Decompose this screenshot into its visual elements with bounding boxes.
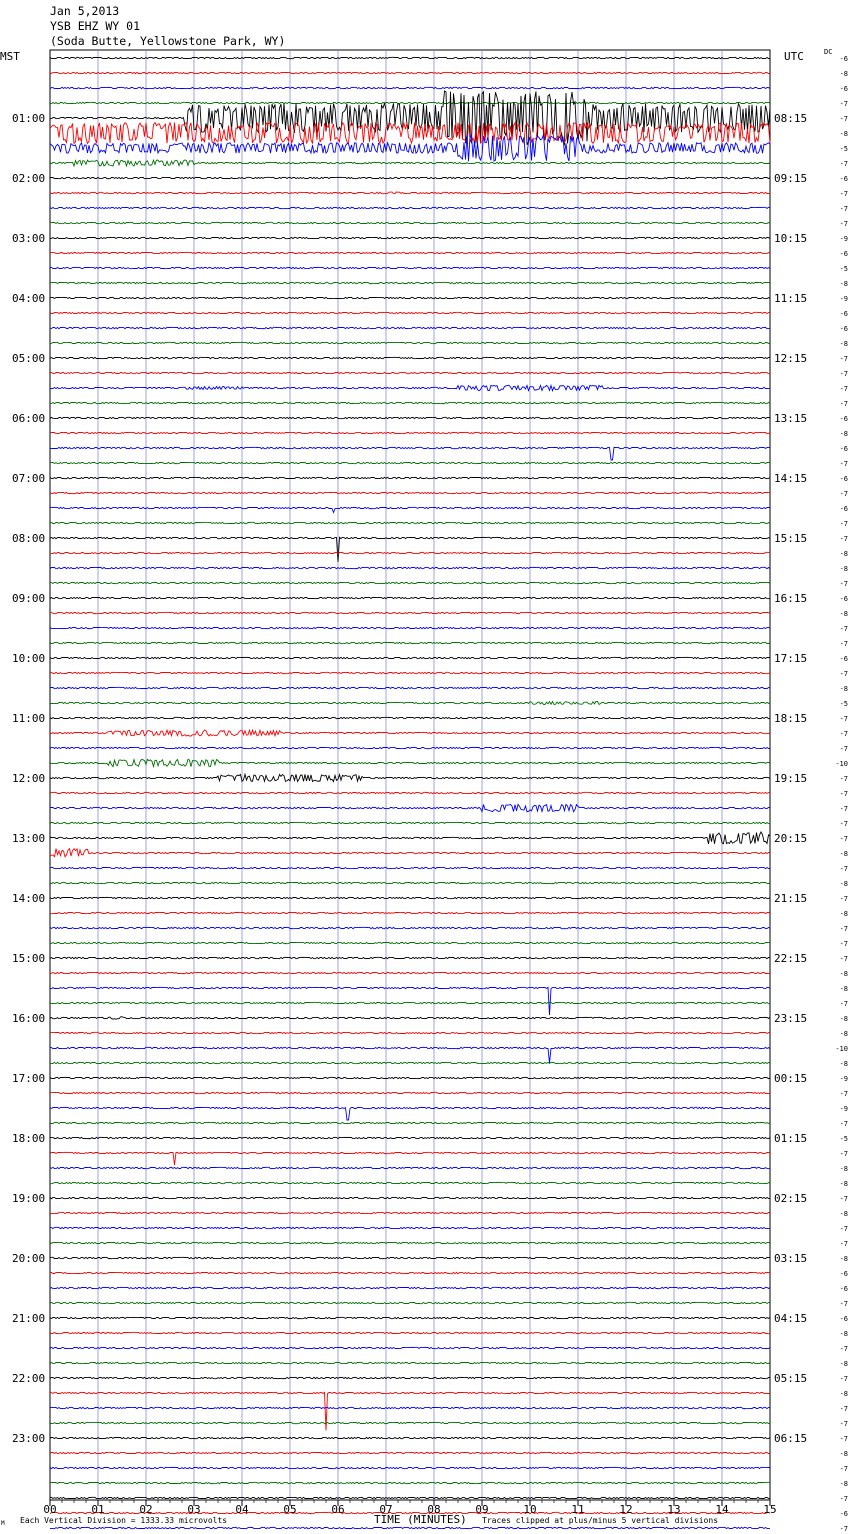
dc-offset-value: -7 xyxy=(839,490,848,498)
right-hour-label: 11:15 xyxy=(774,292,808,305)
dc-offset-value: -9 xyxy=(839,235,848,243)
trace-row xyxy=(50,759,770,766)
dc-offset-value: -5 xyxy=(839,1135,848,1143)
dc-offset-value: -8 xyxy=(839,685,848,693)
dc-offset-value: -8 xyxy=(839,550,848,558)
dc-offset-value: -6 xyxy=(839,55,848,63)
right-hour-label: 12:15 xyxy=(774,352,808,365)
trace-row xyxy=(50,402,770,403)
dc-offset-value: -7 xyxy=(839,820,848,828)
dc-offset-value: -8 xyxy=(839,1330,848,1338)
left-hour-label: 21:00 xyxy=(12,1312,46,1325)
dc-offset-value: -7 xyxy=(839,775,848,783)
trace-row xyxy=(50,642,770,643)
trace-row xyxy=(50,792,770,793)
dc-offset-value: -8 xyxy=(839,985,848,993)
dc-offset-value: -7 xyxy=(839,640,848,648)
left-hour-label: 08:00 xyxy=(12,532,46,545)
trace-row xyxy=(50,537,770,562)
dc-offset-value: -7 xyxy=(839,535,848,543)
dc-offset-value: -7 xyxy=(839,865,848,873)
right-hour-label: 22:15 xyxy=(774,952,808,965)
left-hour-label: 23:00 xyxy=(12,1432,46,1445)
trace-row xyxy=(50,1047,770,1063)
dc-offset-value: -8 xyxy=(839,430,848,438)
trace-row xyxy=(50,552,770,553)
left-hour-label: 17:00 xyxy=(12,1072,46,1085)
trace-row xyxy=(50,1287,770,1288)
dc-offset-value: -7 xyxy=(839,100,848,108)
footer-clip-note: Traces clipped at plus/minus 5 vertical divisions xyxy=(482,1516,719,1525)
x-tick-label: 03 xyxy=(187,1503,201,1516)
dc-offset-value: -5 xyxy=(839,145,848,153)
trace-row xyxy=(50,687,770,688)
right-hour-label: 04:15 xyxy=(774,1312,808,1325)
station-location: (Soda Butte, Yellowstone Park, WY) xyxy=(50,34,286,48)
left-hour-label: 14:00 xyxy=(12,892,46,905)
dc-offset-value: -6 xyxy=(839,325,848,333)
trace-row xyxy=(50,1212,770,1213)
dc-offset-value: -7 xyxy=(839,160,848,168)
trace-row xyxy=(50,1272,770,1273)
right-hour-label: 14:15 xyxy=(774,472,808,485)
trace-row xyxy=(50,417,770,418)
trace-row xyxy=(50,1392,770,1430)
dc-offset-value: -7 xyxy=(839,220,848,228)
trace-row xyxy=(50,492,770,493)
trace-row xyxy=(50,717,770,718)
dc-offset-value: -7 xyxy=(839,355,848,363)
dc-offset-value: -6 xyxy=(839,415,848,423)
dc-offset-value: -8 xyxy=(839,1360,848,1368)
trace-row xyxy=(50,385,770,390)
trace-row xyxy=(50,822,770,823)
dc-offset-value: -8 xyxy=(839,850,848,858)
trace-row xyxy=(50,1152,770,1165)
left-hour-label: 05:00 xyxy=(12,352,46,365)
dc-offset-value: -7 xyxy=(839,745,848,753)
dc-offset-value: -6 xyxy=(839,655,848,663)
dc-offset-label: DC xyxy=(824,48,833,56)
trace-row xyxy=(50,672,770,673)
trace-row xyxy=(50,612,770,613)
trace-row xyxy=(50,372,770,373)
trace-row xyxy=(50,1437,770,1438)
trace-row xyxy=(50,160,770,166)
left-hour-label: 20:00 xyxy=(12,1252,46,1265)
dc-offset-value: -7 xyxy=(839,955,848,963)
left-hour-label: 03:00 xyxy=(12,232,46,245)
record-date: Jan 5,2013 xyxy=(50,4,120,18)
dc-offset-value: -5 xyxy=(839,700,848,708)
right-hour-label: 10:15 xyxy=(774,232,808,245)
dc-offset-value: -8 xyxy=(839,880,848,888)
trace-row xyxy=(50,912,770,913)
trace-row xyxy=(50,1467,770,1468)
dc-offset-value: -7 xyxy=(839,1150,848,1158)
trace-row xyxy=(50,1422,770,1423)
left-hour-label: 06:00 xyxy=(12,412,46,425)
trace-row xyxy=(50,57,770,58)
dc-offset-value: -9 xyxy=(839,1105,848,1113)
trace-row xyxy=(50,1407,770,1408)
right-timezone-label: UTC xyxy=(784,50,804,63)
x-tick-label: 04 xyxy=(235,1503,249,1516)
right-hour-label: 18:15 xyxy=(774,712,808,725)
dc-offset-value: -7 xyxy=(839,925,848,933)
trace-row xyxy=(50,987,770,1015)
x-tick-label: 00 xyxy=(43,1503,57,1516)
right-hour-label: 01:15 xyxy=(774,1132,808,1145)
station-code: YSB EHZ WY 01 xyxy=(50,19,141,33)
dc-offset-value: -9 xyxy=(839,1075,848,1083)
trace-row xyxy=(50,1077,770,1078)
dc-offset-value: -8 xyxy=(839,1390,848,1398)
x-tick-label: 01 xyxy=(91,1503,105,1516)
trace-row xyxy=(50,927,770,928)
dc-offset-value: -8 xyxy=(839,130,848,138)
dc-offset-value: -6 xyxy=(839,1285,848,1293)
trace-row xyxy=(50,942,770,943)
trace-row xyxy=(50,102,770,103)
trace-row xyxy=(50,1362,770,1363)
trace-row xyxy=(50,1317,770,1318)
dc-offset-value: -8 xyxy=(839,70,848,78)
trace-row xyxy=(50,87,770,88)
dc-offset-value: -6 xyxy=(839,175,848,183)
trace-row xyxy=(50,897,770,898)
left-hour-label: 04:00 xyxy=(12,292,46,305)
dc-offset-value: -8 xyxy=(839,910,848,918)
trace-row xyxy=(50,327,770,328)
dc-offset-value: -8 xyxy=(839,1030,848,1038)
dc-offset-value: -8 xyxy=(839,610,848,618)
trace-row xyxy=(50,207,770,208)
dc-offset-value: -7 xyxy=(839,1375,848,1383)
x-tick-label: 10 xyxy=(523,1503,537,1516)
trace-row xyxy=(50,1197,770,1198)
trace-row xyxy=(50,1167,770,1168)
dc-offset-value: -7 xyxy=(839,625,848,633)
dc-offset-value: -8 xyxy=(839,1255,848,1263)
trace-row xyxy=(50,804,770,811)
dc-offset-value: -6 xyxy=(839,445,848,453)
right-hour-label: 00:15 xyxy=(774,1072,808,1085)
trace-row xyxy=(50,1137,770,1138)
trace-row xyxy=(50,832,770,844)
dc-offset-value: -8 xyxy=(839,1060,848,1068)
dc-offset-value: -7 xyxy=(839,715,848,723)
trace-row xyxy=(50,267,770,268)
left-hour-label: 10:00 xyxy=(12,652,46,665)
trace-row xyxy=(50,1527,770,1528)
left-hour-label: 01:00 xyxy=(12,112,46,125)
left-hour-label: 07:00 xyxy=(12,472,46,485)
dc-offset-value: -6 xyxy=(839,1315,848,1323)
dc-offset-value: -8 xyxy=(839,1165,848,1173)
dc-offset-value: -7 xyxy=(839,730,848,738)
trace-row xyxy=(50,342,770,343)
x-axis-title: TIME (MINUTES) xyxy=(374,1513,467,1526)
dc-offset-value: -7 xyxy=(839,400,848,408)
dc-offset-value: -7 xyxy=(839,190,848,198)
left-hour-label: 13:00 xyxy=(12,832,46,845)
trace-row xyxy=(50,1242,770,1243)
trace-row xyxy=(50,237,770,238)
dc-offset-value: -6 xyxy=(839,475,848,483)
trace-row xyxy=(50,1482,770,1483)
trace-row xyxy=(50,477,770,478)
dc-offset-value: -7 xyxy=(839,1420,848,1428)
trace-row xyxy=(50,849,770,857)
trace-row xyxy=(50,972,770,973)
x-tick-label: 13 xyxy=(667,1503,681,1516)
dc-offset-value: -5 xyxy=(839,265,848,273)
dc-offset-value: -7 xyxy=(839,1300,848,1308)
trace-row xyxy=(50,177,770,178)
trace-row xyxy=(50,72,770,73)
dc-offset-value: -8 xyxy=(839,280,848,288)
x-tick-label: 07 xyxy=(379,1503,393,1516)
dc-offset-value: -7 xyxy=(839,1405,848,1413)
trace-row xyxy=(50,447,770,460)
trace-row xyxy=(50,730,770,736)
dc-offset-value: -7 xyxy=(839,1240,848,1248)
right-hour-label: 15:15 xyxy=(774,532,808,545)
dc-offset-value: -7 xyxy=(839,1225,848,1233)
trace-row xyxy=(50,1032,770,1033)
trace-row xyxy=(50,522,770,523)
dc-offset-value: -7 xyxy=(839,370,848,378)
left-hour-label: 15:00 xyxy=(12,952,46,965)
trace-row xyxy=(50,567,770,568)
dc-offset-value: -7 xyxy=(839,1195,848,1203)
right-hour-label: 17:15 xyxy=(774,652,808,665)
dc-offset-value: -7 xyxy=(839,1345,848,1353)
right-hour-label: 21:15 xyxy=(774,892,808,905)
trace-row xyxy=(50,1062,770,1063)
dc-offset-value: -7 xyxy=(839,1435,848,1443)
right-hour-label: 23:15 xyxy=(774,1012,808,1025)
dc-offset-value: -7 xyxy=(839,1525,848,1533)
trace-row xyxy=(50,282,770,283)
dc-offset-value: -8 xyxy=(839,1480,848,1488)
right-hour-label: 09:15 xyxy=(774,172,808,185)
x-tick-label: 05 xyxy=(283,1503,297,1516)
dc-offset-value: -7 xyxy=(839,1090,848,1098)
trace-row xyxy=(50,1107,770,1120)
dc-offset-value: -10 xyxy=(835,760,848,768)
trace-row xyxy=(50,192,770,194)
trace-row xyxy=(50,957,770,958)
right-hour-label: 19:15 xyxy=(774,772,808,785)
dc-offset-value: -8 xyxy=(839,1450,848,1458)
left-timezone-label: MST xyxy=(0,50,20,63)
dc-offset-value: -8 xyxy=(839,1015,848,1023)
right-hour-label: 06:15 xyxy=(774,1432,808,1445)
left-hour-label: 02:00 xyxy=(12,172,46,185)
dc-offset-value: -7 xyxy=(839,805,848,813)
trace-row xyxy=(50,774,770,781)
x-tick-label: 09 xyxy=(475,1503,489,1516)
x-tick-label: 15 xyxy=(763,1503,777,1516)
dc-offset-value: -6 xyxy=(839,1510,848,1518)
dc-offset-value: -7 xyxy=(839,670,848,678)
trace-row xyxy=(50,252,770,253)
left-hour-label: 12:00 xyxy=(12,772,46,785)
x-tick-label: 12 xyxy=(619,1503,633,1516)
trace-row xyxy=(50,297,770,298)
dc-offset-value: -7 xyxy=(839,895,848,903)
left-hour-label: 16:00 xyxy=(12,1012,46,1025)
dc-offset-value: -8 xyxy=(839,1180,848,1188)
right-hour-label: 13:15 xyxy=(774,412,808,425)
x-tick-label: 06 xyxy=(331,1503,345,1516)
x-tick-label: 11 xyxy=(571,1503,585,1516)
trace-row xyxy=(50,1332,770,1333)
trace-row xyxy=(50,1002,770,1003)
left-hour-label: 19:00 xyxy=(12,1192,46,1205)
trace-row xyxy=(50,123,770,144)
trace-row xyxy=(50,1182,770,1183)
trace-row xyxy=(50,657,770,658)
right-hour-label: 05:15 xyxy=(774,1372,808,1385)
left-hour-label: 11:00 xyxy=(12,712,46,725)
dc-offset-value: -8 xyxy=(839,970,848,978)
trace-row xyxy=(50,1497,770,1498)
dc-offset-value: -7 xyxy=(839,115,848,123)
dc-offset-value: -6 xyxy=(839,250,848,258)
right-hour-label: 02:15 xyxy=(774,1192,808,1205)
dc-offset-value: -7 xyxy=(839,1465,848,1473)
dc-offset-value: -8 xyxy=(839,1210,848,1218)
dc-offset-value: -7 xyxy=(839,580,848,588)
dc-offset-value: -7 xyxy=(839,1120,848,1128)
trace-row xyxy=(50,507,770,512)
trace-row xyxy=(50,582,770,583)
trace-row xyxy=(50,1347,770,1348)
dc-offset-value: -8 xyxy=(839,565,848,573)
dc-offset-value: -9 xyxy=(839,295,848,303)
dc-offset-value: -7 xyxy=(839,790,848,798)
right-hour-label: 03:15 xyxy=(774,1252,808,1265)
dc-offset-value: -6 xyxy=(839,310,848,318)
left-hour-label: 18:00 xyxy=(12,1132,46,1145)
dc-offset-value: -7 xyxy=(839,385,848,393)
trace-row xyxy=(50,432,770,433)
left-hour-label: 22:00 xyxy=(12,1372,46,1385)
trace-row xyxy=(50,91,770,145)
right-hour-label: 16:15 xyxy=(774,592,808,605)
trace-row xyxy=(50,1452,770,1453)
dc-offset-value: -7 xyxy=(839,1495,848,1503)
dc-offset-value: -6 xyxy=(839,595,848,603)
dc-offset-value: -7 xyxy=(839,1000,848,1008)
dc-offset-value: -6 xyxy=(839,85,848,93)
left-hour-label: 09:00 xyxy=(12,592,46,605)
trace-row xyxy=(50,627,770,628)
trace-row xyxy=(50,1257,770,1258)
dc-offset-value: -6 xyxy=(839,505,848,513)
trace-row xyxy=(50,1377,770,1378)
trace-row xyxy=(50,312,770,313)
trace-row xyxy=(50,882,770,883)
trace-row xyxy=(50,867,770,868)
footer-scale-note: Each Vertical Division = 1333.33 microvolts xyxy=(20,1516,228,1525)
trace-row xyxy=(50,747,770,748)
dc-offset-value: -7 xyxy=(839,835,848,843)
trace-row xyxy=(50,1092,770,1093)
right-hour-label: 08:15 xyxy=(774,112,808,125)
x-tick-label: 08 xyxy=(427,1503,441,1516)
dc-offset-value: -7 xyxy=(839,460,848,468)
trace-row xyxy=(50,462,770,463)
x-tick-label: 02 xyxy=(139,1503,153,1516)
trace-row xyxy=(50,1017,770,1020)
dc-offset-value: -7 xyxy=(839,520,848,528)
trace-row xyxy=(50,1227,770,1228)
dc-offset-value: -6 xyxy=(839,1270,848,1278)
trace-row xyxy=(50,702,770,705)
trace-row xyxy=(50,222,770,223)
dc-offset-value: -7 xyxy=(839,940,848,948)
x-tick-label: 14 xyxy=(715,1503,729,1516)
trace-row xyxy=(50,1122,770,1123)
right-hour-label: 20:15 xyxy=(774,832,808,845)
trace-row xyxy=(50,1302,770,1303)
dc-offset-value: -10 xyxy=(835,1045,848,1053)
corner-mark: M xyxy=(1,1520,5,1527)
trace-row xyxy=(50,597,770,598)
trace-row xyxy=(50,357,770,358)
dc-offset-value: -8 xyxy=(839,340,848,348)
dc-offset-value: -7 xyxy=(839,205,848,213)
